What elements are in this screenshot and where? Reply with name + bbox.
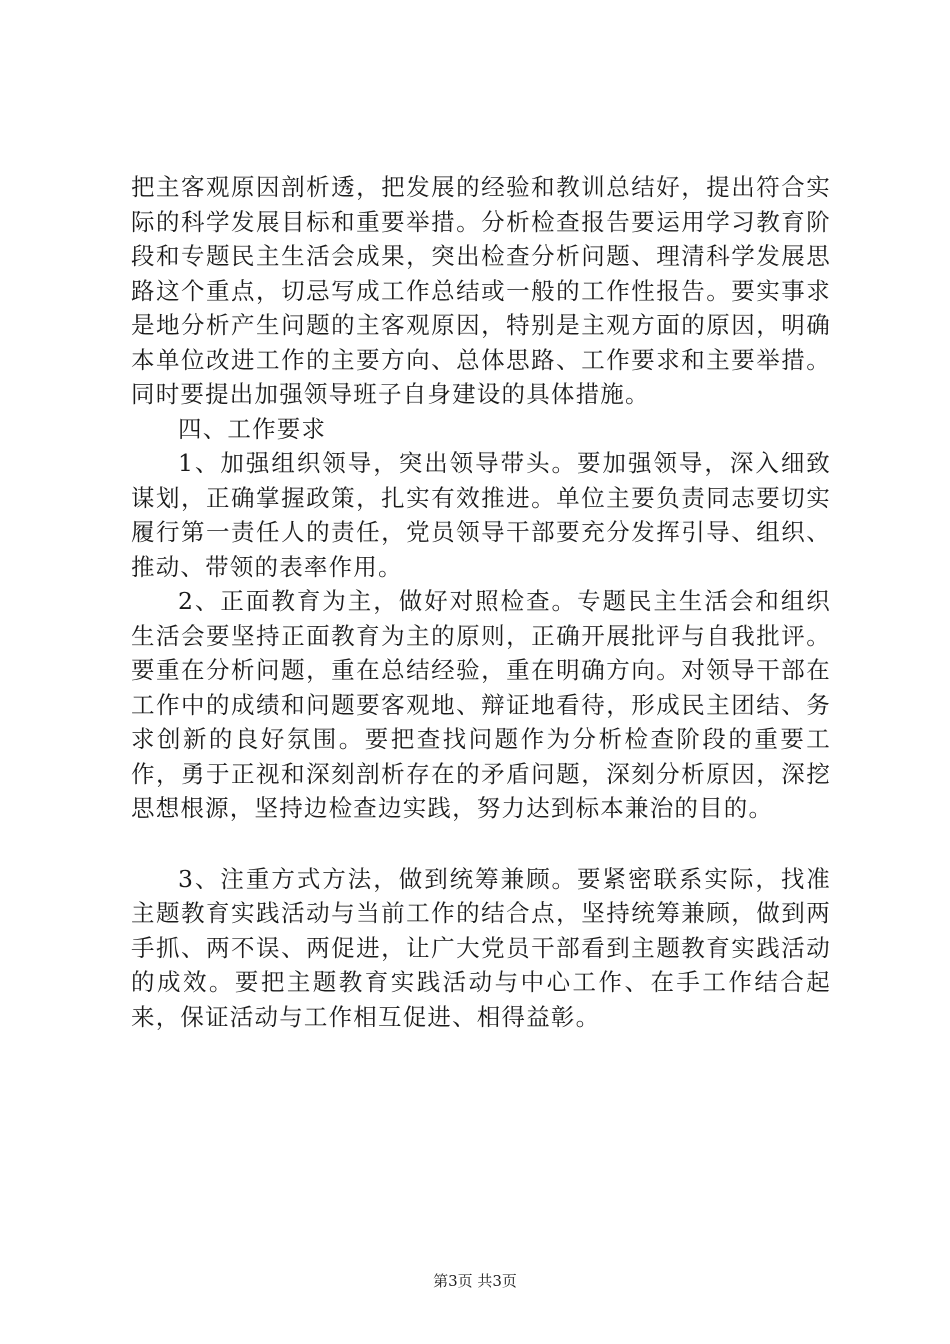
paragraph-analysis-report: 把主客观原因剖析透，把发展的经验和教训总结好，提出符合实际的科学发展目标和重要举措。分析检查报告要运用学习教育阶段和专题民主生活会成果，突出检查分析问题、理清科学发展思路这个重点，切忌写成工作总结或一般的工作性报告。要实事求是地分析产生问题的主客观原因，特别是主观方面的原因，明确本单位改进工作的主要方向、总体思路、工作要求和主要举措。同时要提出加强领导班子自身建设的具体措施。 [131,173,831,408]
section-heading-work-requirements: 四、工作要求 [178,414,327,443]
paragraph-requirement-1: 1、加强组织领导，突出领导带头。要加强领导，深入细致谋划，正确掌握政策，扎实有效推进。单位主要负责同志要切实履行第一责任人的责任，党员领导干部要充分发挥引导、组织、推动、带领的表率作用。 [131,449,831,581]
paragraph-requirement-2: 2、正面教育为主，做好对照检查。专题民主生活会和组织生活会要坚持正面教育为主的原则，正确开展批评与自我批评。要重在分析问题，重在总结经验，重在明确方向。对领导干部在工作中的成绩和问题要客观地、辩证地看待，形成民主团结、务求创新的良好氛围。要把查找问题作为分析检查阶段的重要工作，勇于正视和深刻剖析存在的矛盾问题，深刻分析原因，深挖思想根源，坚持边检查边实践，努力达到标本兼治的目的。 [131,587,831,822]
paragraph-requirement-3: 3、注重方式方法，做到统筹兼顾。要紧密联系实际，找准主题教育实践活动与当前工作的结合点，坚持统筹兼顾，做到两手抓、两不误、两促进，让广大党员干部看到主题教育实践活动的成效。要把主题教育实践活动与中心工作、在手工作结合起来，保证活动与工作相互促进、相得益彰。 [131,864,831,1031]
page-footer: 第3页 共3页 [433,1272,517,1290]
document-body [131,170,831,1034]
